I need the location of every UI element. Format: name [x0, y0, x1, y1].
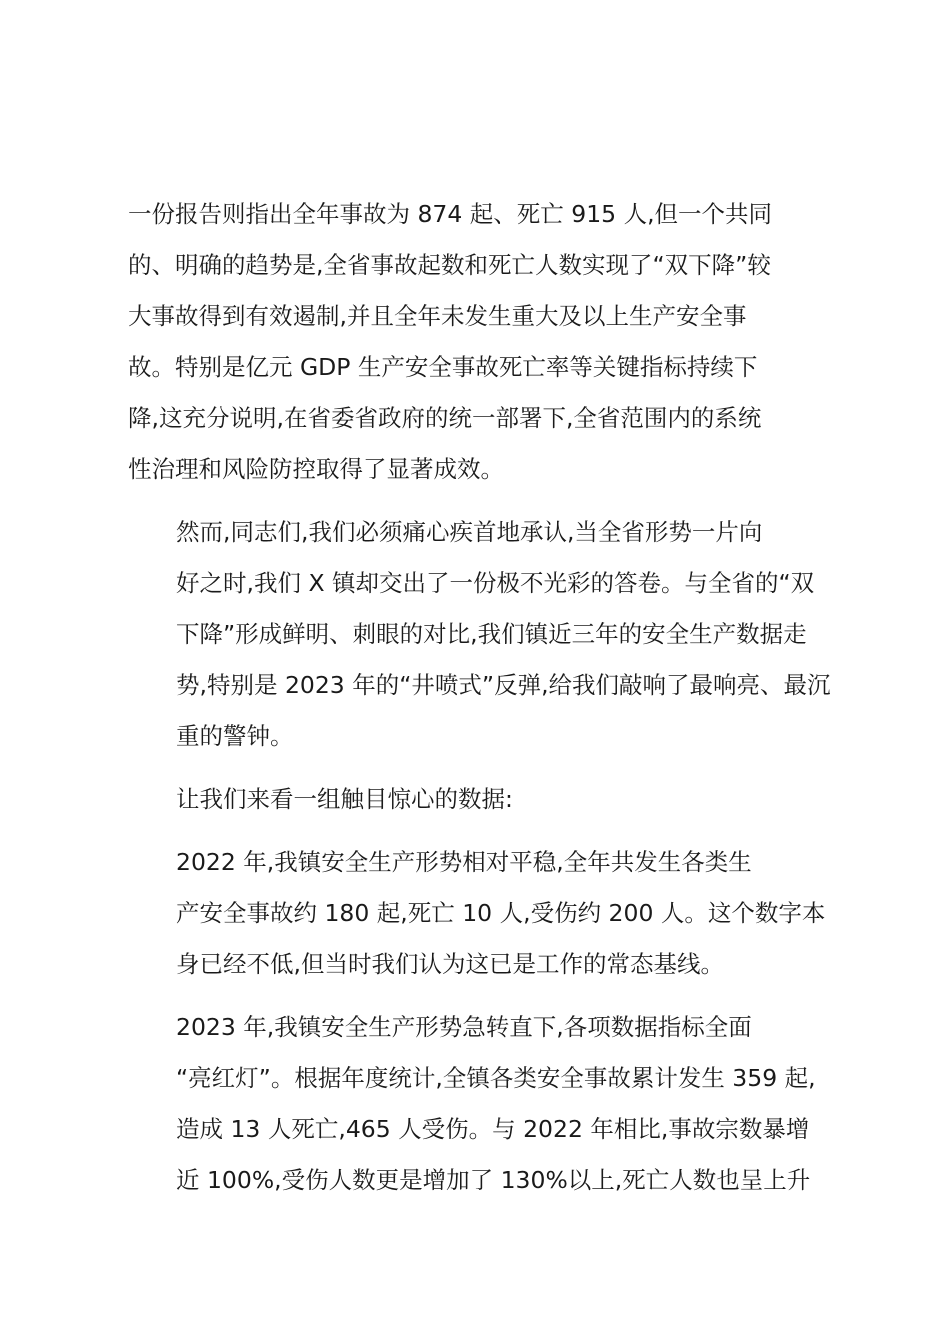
document-body — [128, 189, 831, 1218]
text-line: 一份报告则指出全年事故为 874 起、死亡 915 人,但一个共同 — [128, 200, 773, 228]
paragraph-2 — [128, 507, 831, 762]
text-line: 的、明确的趋势是,全省事故起数和死亡人数实现了“双下降”较 — [128, 251, 771, 279]
paragraph-4 — [128, 837, 828, 990]
text-line: 然而,同志们,我们必须痛心疾首地承认,当全省形势一片向 — [176, 518, 763, 546]
paragraph-1 — [128, 189, 828, 495]
text-line: 身已经不低,但当时我们认为这已是工作的常态基线。 — [176, 950, 724, 978]
paragraph-3 — [128, 774, 828, 825]
text-line: “亮红灯”。根据年度统计,全镇各类安全事故累计发生 359 起, — [176, 1064, 816, 1092]
text-line: 近 100%,受伤人数更是增加了 130%以上,死亡人数也呈上升 — [176, 1166, 811, 1194]
text-line: 让我们来看一组触目惊心的数据: — [176, 785, 513, 813]
text-line: 2023 年,我镇安全生产形势急转直下,各项数据指标全面 — [176, 1013, 752, 1041]
text-line: 性治理和风险防控取得了显著成效。 — [128, 455, 504, 483]
text-line: 重的警钟。 — [176, 722, 294, 750]
text-line: 产安全事故约 180 起,死亡 10 人,受伤约 200 人。这个数字本 — [176, 899, 826, 927]
paragraph-5 — [128, 1002, 828, 1206]
text-line: 故。特别是亿元 GDP 生产安全事故死亡率等关键指标持续下 — [128, 353, 758, 381]
text-line: 势,特别是 2023 年的“井喷式”反弹,给我们敲响了最响亮、最沉 — [176, 671, 831, 699]
text-line: 造成 13 人死亡,465 人受伤。与 2022 年相比,事故宗数暴增 — [176, 1115, 810, 1143]
text-line: 下降”形成鲜明、刺眼的对比,我们镇近三年的安全生产数据走 — [176, 620, 807, 648]
text-line: 好之时,我们 X 镇却交出了一份极不光彩的答卷。与全省的“双 — [176, 569, 815, 597]
text-line: 降,这充分说明,在省委省政府的统一部署下,全省范围内的系统 — [128, 404, 762, 432]
text-line: 大事故得到有效遏制,并且全年未发生重大及以上生产安全事 — [128, 302, 747, 330]
text-line: 2022 年,我镇安全生产形势相对平稳,全年共发生各类生 — [176, 848, 752, 876]
